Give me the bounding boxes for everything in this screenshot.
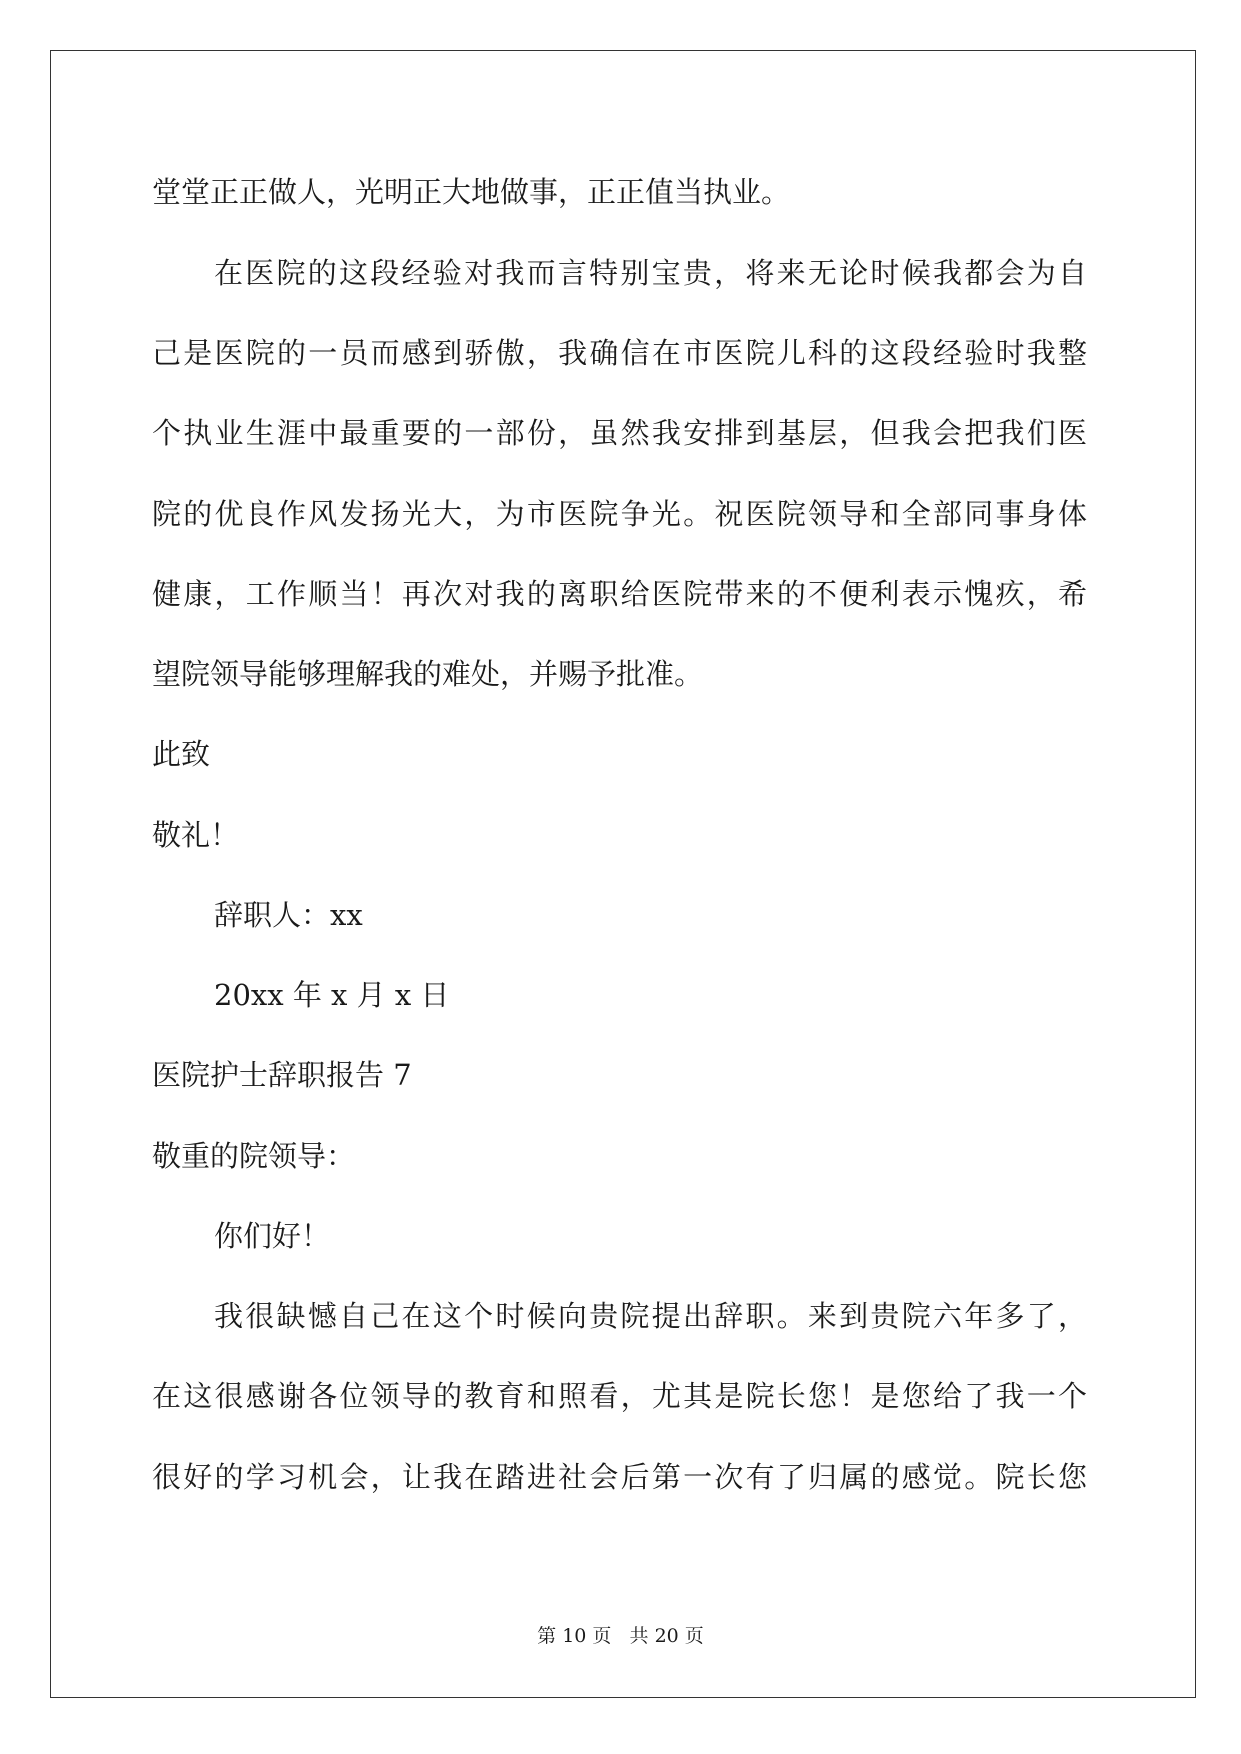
signature-name: 辞职人：xx: [214, 898, 363, 932]
section-title: 医院护士辞职报告 7: [152, 1058, 412, 1092]
text-line-4: 个执业生涯中最重要的一部份，虽然我安排到基层，但我会把我们医: [152, 416, 1087, 450]
text-line-3: 己是医院的一员而感到骄傲，我确信在市医院儿科的这段经验时我整: [152, 336, 1087, 370]
greeting-hello: 你们好！: [214, 1219, 331, 1253]
text-line-6: 健康，工作顺当！再次对我的离职给医院带来的不便利表示愧疚，希: [152, 577, 1087, 611]
closing-regards: 敬礼！: [152, 818, 240, 852]
text-line-2: 在医院的这段经验对我而言特别宝贵，将来无论时候我都会为自: [214, 256, 1087, 290]
text-line-5: 院的优良作风发扬光大，为市医院争光。祝医院领导和全部同事身体: [152, 497, 1087, 531]
signature-date: 20xx 年 x 月 x 日: [214, 978, 450, 1012]
greeting-addressee: 敬重的院领导：: [152, 1139, 356, 1173]
text-line-1: 堂堂正正做人，光明正大地做事，正正值当执业。: [152, 175, 791, 209]
page-border: [50, 50, 1196, 1698]
closing-salutation: 此致: [152, 737, 211, 771]
text-line-16: 在这很感谢各位领导的教育和照看，尤其是院长您！是您给了我一个: [152, 1379, 1087, 1413]
text-line-7: 望院领导能够理解我的难处，并赐予批准。: [152, 657, 704, 691]
page-number-footer: 第 10 页 共 20 页: [537, 1625, 704, 1647]
text-line-15: 我很缺憾自己在这个时候向贵院提出辞职。来到贵院六年多了，: [214, 1299, 1087, 1333]
text-line-17: 很好的学习机会，让我在踏进社会后第一次有了归属的感觉。院长您: [152, 1460, 1087, 1494]
